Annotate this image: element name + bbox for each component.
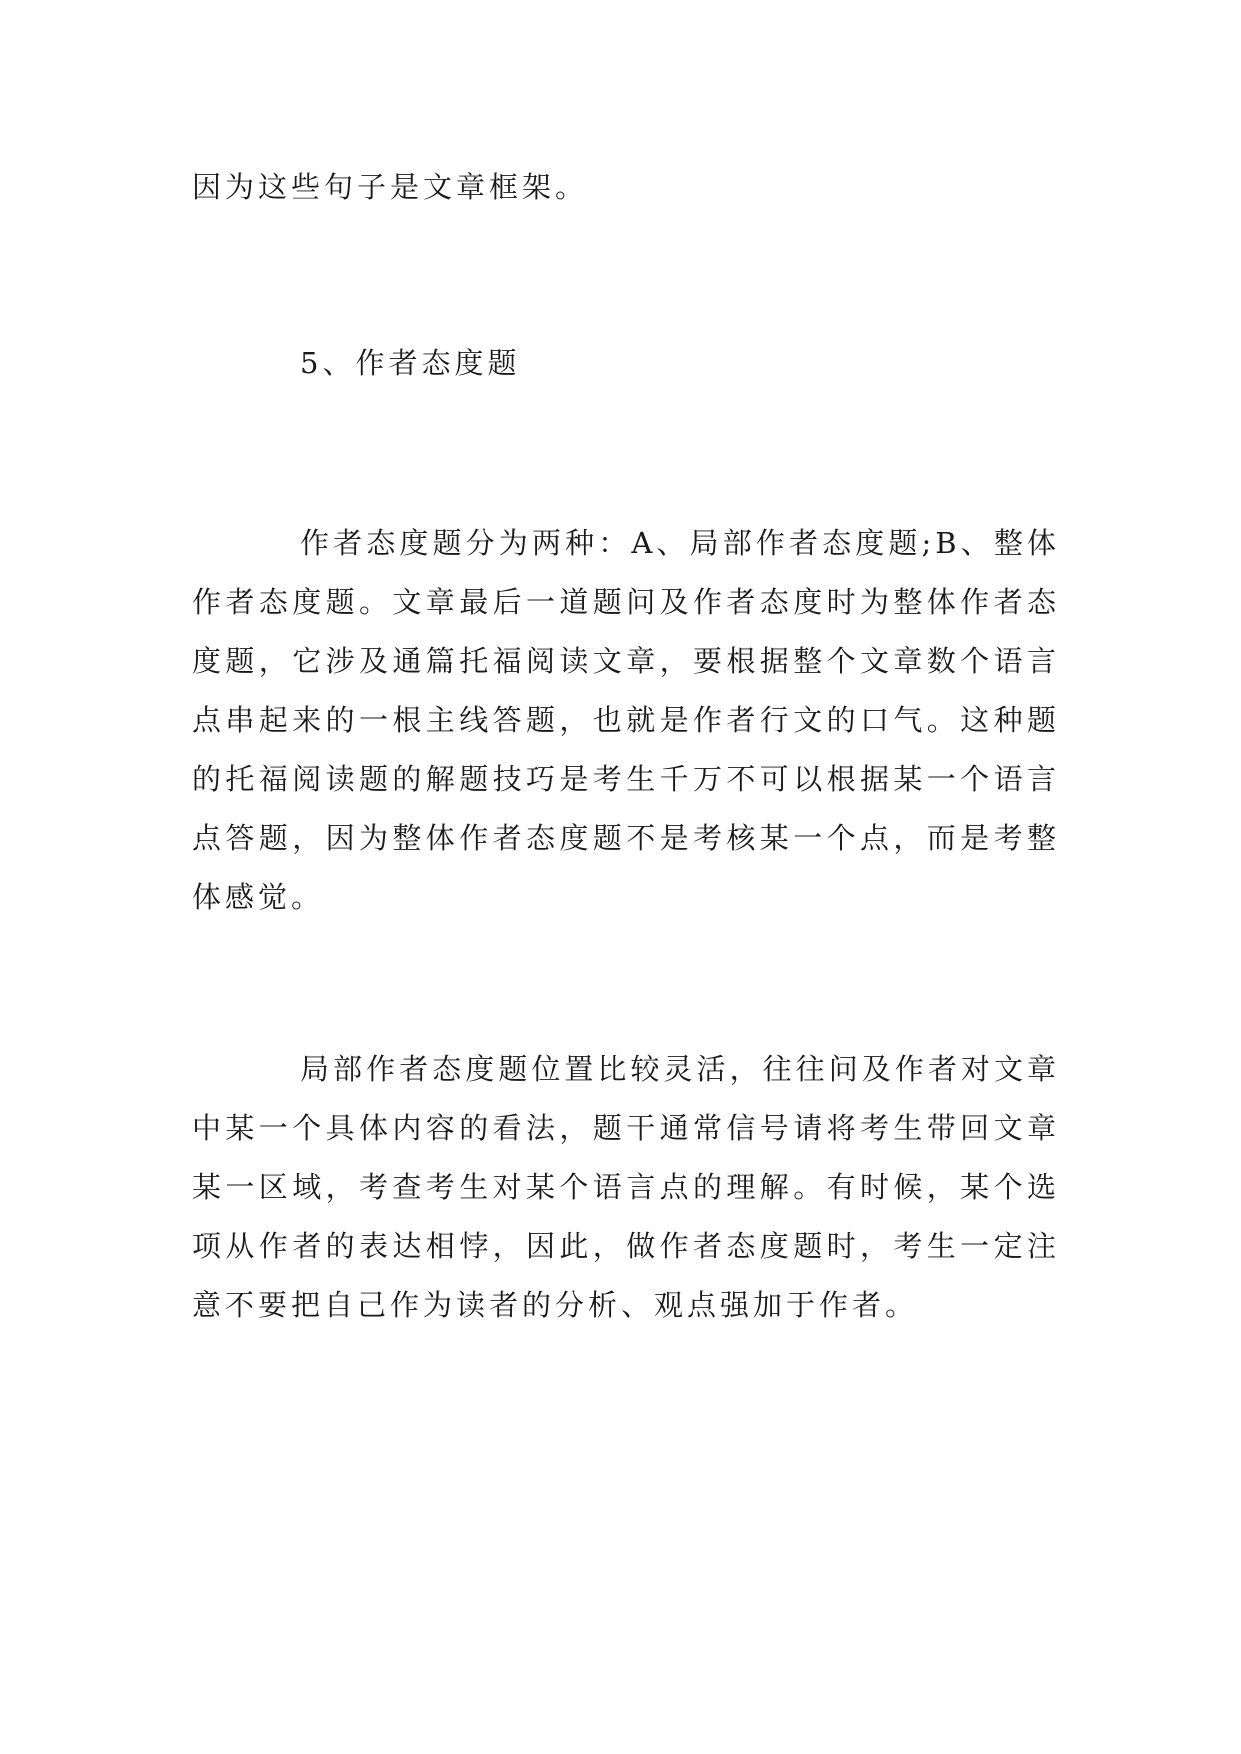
paragraph-overall-attitude: 作者态度题分为两种：A、局部作者态度题;B、整体作者态度题。文章最后一道题问及作者态度时为整体作者态度题，它涉及通篇托福阅读文章，要根据整个文章数个语言点串起来的一根主线答题，也就是作者行文的口气。这种题的托福阅读题的解题技巧是考生千万不可以根据某一个语言点答题，因为整体作者态度题不是考核某一个点，而是考整体感觉。 — [192, 526, 1060, 914]
section-heading: 5、作者态度题 — [300, 346, 521, 380]
paragraph-continuation: 因为这些句子是文章框架。 — [192, 170, 589, 204]
paragraph-local-attitude: 局部作者态度题位置比较灵活，往往问及作者对文章中某一个具体内容的看法，题干通常信号请将考生带回文章某一区域，考查考生对某个语言点的理解。有时候，某个选项从作者的表达相悖，因此，做作者态度题时，考生一定注意不要把自己作为读者的分析、观点强加于作者。 — [192, 1052, 1060, 1322]
